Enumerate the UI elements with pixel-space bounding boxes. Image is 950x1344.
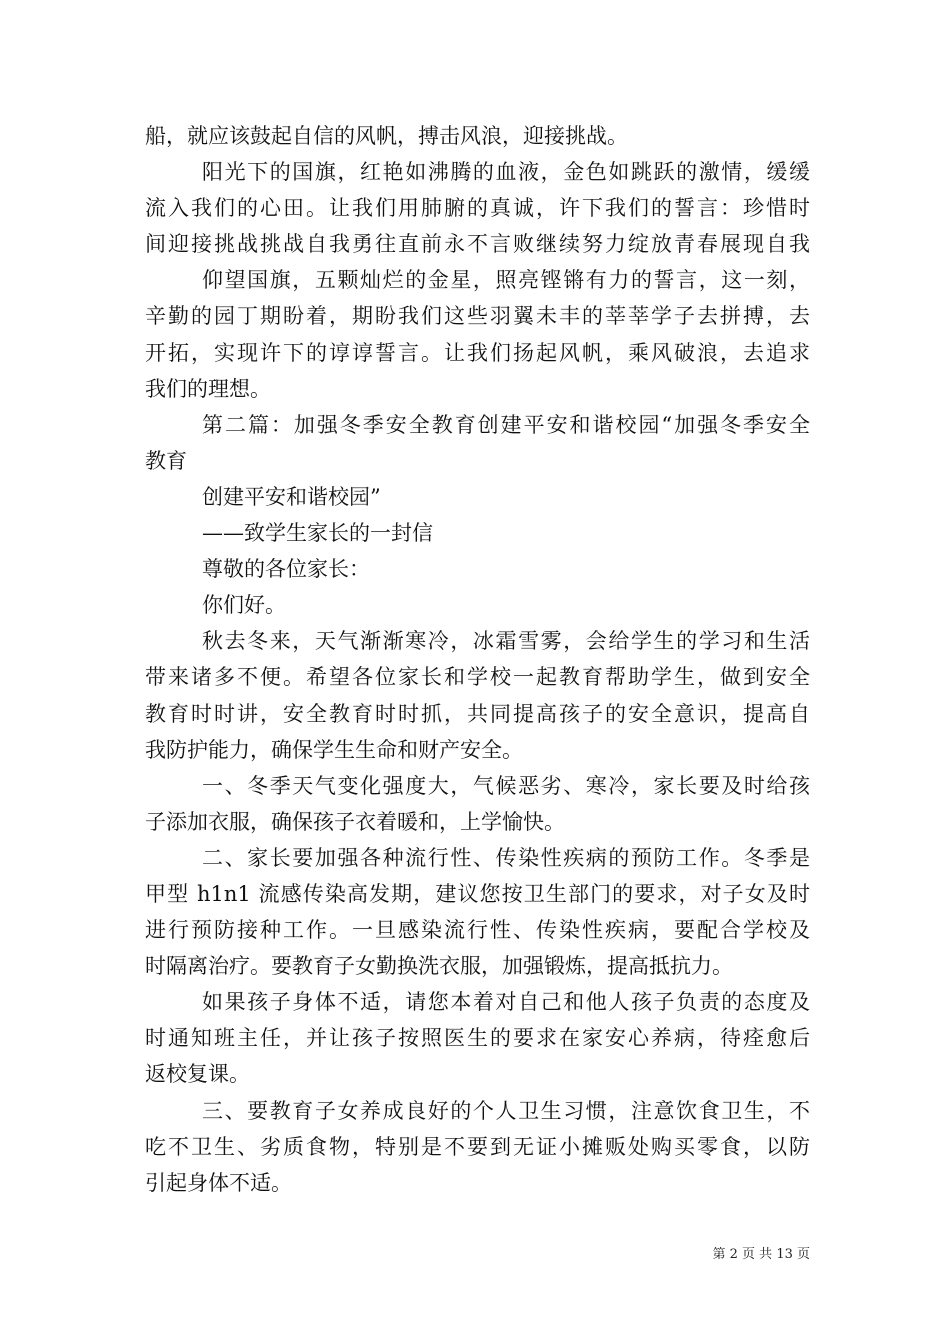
text-line: ——致学生家长的一封信 [202, 521, 433, 546]
text-line: 一、冬季天气变化强度大，气候恶劣、寒冷，家长要及时给孩 [202, 773, 810, 798]
text-line: 第二篇：加强冬季安全教育创建平安和谐校园“加强冬季安全 [202, 412, 810, 437]
text-line: 开拓，实现许下的谆谆誓言。让我们扬起风帆，乘风破浪，去追求 [145, 340, 810, 365]
text-line: 仰望国旗，五颗灿烂的金星，照亮铿锵有力的誓言，这一刻， [202, 268, 810, 293]
section-heading [145, 407, 810, 479]
text-line: 返校复课。 [145, 1062, 250, 1087]
text-line: 引起身体不适。 [145, 1170, 292, 1195]
paragraph-intro [145, 623, 810, 767]
letter-salutation [145, 551, 810, 587]
text-line: 我们的理想。 [145, 376, 271, 401]
text-line: 进行预防接种工作。一旦感染流行性、传染性疾病，要配合学校及 [145, 918, 810, 943]
text-line: 带来诸多不便。希望各位家长和学校一起教育帮助学生，做到安全 [145, 665, 810, 690]
text-line: 教育 [145, 448, 187, 473]
paragraph-sick-child [145, 984, 810, 1092]
paragraph-point-3 [145, 1093, 810, 1201]
text-line: 你们好。 [202, 593, 286, 618]
text-line: 船，就应该鼓起自信的风帆，搏击风浪，迎接挑战。 [145, 124, 628, 148]
paragraph-point-2 [145, 840, 810, 984]
text-line: 时通知班主任，并让孩子按照医生的要求在家安心养病，待痊愈后 [145, 1026, 810, 1051]
text-line: 间迎接挑战挑战自我勇往直前永不言败继续努力绽放青春展现自我 [145, 232, 810, 257]
text-line: 流入我们的心田。让我们用肺腑的真诚，许下我们的誓言：珍惜时 [145, 196, 810, 221]
paragraph-2 [145, 154, 810, 262]
text-line: 时隔离治疗。要教育子女勤换洗衣服，加强锻炼，提高抵抗力。 [145, 954, 733, 979]
text-line: 二、家长要加强各种流行性、传染性疾病的预防工作。冬季是 [202, 845, 810, 870]
page-number: 第 2 页 共 13 页 [712, 1247, 810, 1262]
section-heading-continued [145, 479, 810, 515]
paragraph-1 [145, 118, 810, 154]
text-line: 秋去冬来，天气渐渐寒冷，冰霜雪雾，会给学生的学习和生活 [202, 629, 810, 654]
text-line: 辛勤的园丁期盼着，期盼我们这些羽翼未丰的莘莘学子去拼搏，去 [145, 304, 810, 329]
text-line: 阳光下的国旗，红艳如沸腾的血液，金色如跳跃的激情，缓缓 [202, 160, 810, 185]
paragraph-3 [145, 262, 810, 406]
text-line: 吃不卫生、劣质食物，特别是不要到无证小摊贩处购买零食，以防 [145, 1134, 810, 1159]
text-line: 如果孩子身体不适，请您本着对自己和他人孩子负责的态度及 [202, 990, 810, 1015]
text-line: 子添加衣服，确保孩子衣着暖和，上学愉快。 [145, 809, 565, 834]
letter-greeting [145, 587, 810, 623]
text-line: 甲型 h1n1 流感传染高发期，建议您按卫生部门的要求，对子女及时 [145, 881, 810, 906]
text-line: 我防护能力，确保学生生命和财产安全。 [145, 737, 523, 762]
text-line: 尊敬的各位家长： [202, 557, 370, 582]
text-line: 创建平安和谐校园” [202, 484, 381, 509]
letter-subtitle [145, 515, 810, 551]
document-body [145, 118, 810, 1201]
text-line: 三、要教育子女养成良好的个人卫生习惯，注意饮食卫生，不 [202, 1098, 810, 1123]
paragraph-point-1 [145, 768, 810, 840]
text-line: 教育时时讲，安全教育时时抓，共同提高孩子的安全意识，提高自 [145, 701, 810, 726]
